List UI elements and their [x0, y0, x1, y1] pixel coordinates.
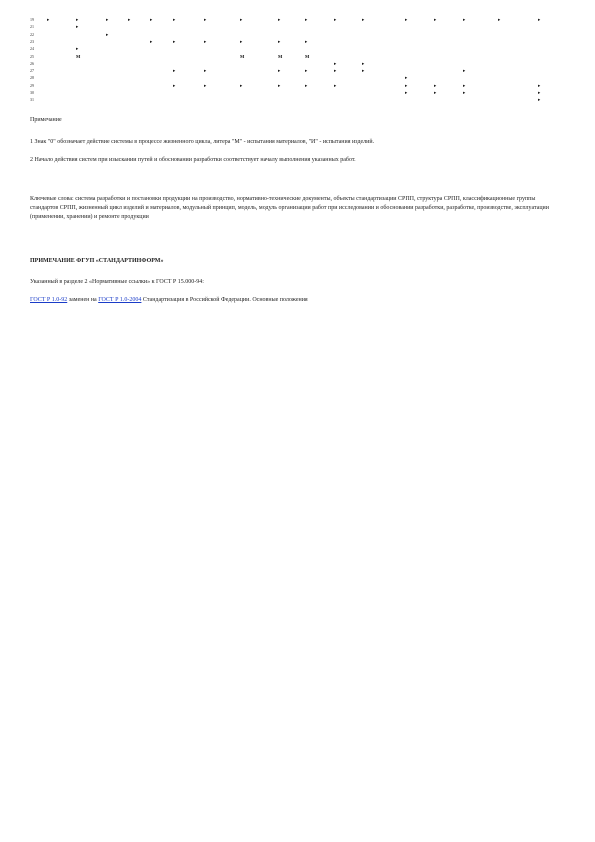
- table-cell-mark: ▸: [434, 90, 437, 95]
- table-cell-mark: ▸: [305, 68, 308, 74]
- table-cell-mark: ▸: [173, 68, 176, 74]
- row-number: 31: [30, 97, 34, 103]
- table-cell-mark: ▸: [278, 68, 281, 74]
- row-number: 27: [30, 68, 34, 74]
- note-1: 1 Знак "0" обозначает действие системы в процессе жизненного цикла, литера "М" - испытания материалов, "И" - испытания изделий.: [30, 139, 375, 145]
- table-row: [30, 17, 550, 23]
- table-cell-mark: ▸: [362, 17, 365, 22]
- table-cell-mark: ▸: [204, 17, 207, 22]
- table-cell-mark: ▸: [76, 46, 79, 52]
- table-row: [30, 24, 550, 30]
- table-cell-mark: ▸: [463, 68, 466, 74]
- table-cell-mark: ▸: [150, 38, 153, 44]
- table-cell-mark: ▸: [405, 82, 408, 88]
- row-number: 28: [30, 75, 34, 81]
- table-row: [30, 46, 550, 52]
- table-cell-mark: ▸: [463, 17, 466, 22]
- table-cell-mark: ▸: [305, 17, 308, 22]
- table-row: [30, 54, 550, 60]
- row-number: 25: [30, 53, 34, 59]
- table-cell-mark: M: [240, 53, 245, 59]
- table-cell-mark: ▸: [405, 17, 408, 22]
- table-cell-mark: ▸: [538, 90, 541, 95]
- table-cell-mark: ▸: [240, 82, 243, 88]
- row-number: 22: [30, 31, 34, 37]
- table-row: [30, 61, 550, 67]
- table-cell-mark: ▸: [305, 82, 308, 88]
- table-cell-mark: M: [305, 53, 310, 59]
- table-row: [30, 90, 550, 96]
- row-number: 29: [30, 82, 34, 88]
- replaced-by-text: заменен на: [67, 297, 99, 303]
- table-cell-mark: ▸: [463, 82, 466, 88]
- table-cell-mark: ▸: [538, 17, 541, 22]
- table-row: [30, 83, 550, 89]
- publisher-note-line: Указанный в разделе 2 «Нормативные ссылки» к ГОСТ Р 15.000-94:: [30, 279, 204, 285]
- table-cell-mark: ▸: [405, 75, 408, 81]
- table-cell-mark: ▸: [334, 68, 337, 74]
- table-cell-mark: ▸: [278, 17, 281, 22]
- table-row: [30, 75, 550, 81]
- table-row: [30, 32, 550, 38]
- table-cell-mark: ▸: [334, 82, 337, 88]
- replacement-title: Стандартизация в Российской Федерации. Основные положения: [141, 297, 308, 303]
- gost-r-1-0-92-link[interactable]: ГОСТ Р 1.0-92: [30, 297, 68, 303]
- replacement-line: [30, 296, 565, 305]
- table-cell-mark: ▸: [173, 38, 176, 44]
- table-cell-mark: ▸: [498, 17, 501, 22]
- table-cell-mark: ▸: [240, 17, 243, 22]
- table-cell-mark: ▸: [173, 17, 176, 22]
- row-number: 23: [30, 38, 34, 44]
- table-cell-mark: ▸: [204, 82, 207, 88]
- table-cell-mark: ▸: [106, 31, 109, 37]
- table-cell-mark: ▸: [538, 82, 541, 88]
- table-cell-mark: M: [76, 53, 81, 59]
- row-number: 21: [30, 24, 34, 30]
- table-cell-mark: ▸: [434, 82, 437, 88]
- table-cell-mark: ▸: [334, 60, 337, 66]
- table-row: [30, 39, 550, 45]
- note-2: 2 Начало действия систем при изыскании путей и обосновании разработки соответствует началу выполнения указанных работ.: [30, 157, 356, 163]
- keywords: Ключевые слова: система разработки и постановки продукции на производство, нормативно-технические документы, объекты стандартизации СРПП, структура СРПП, классификационные группы стандартов СРПП, жизненный цикл изделий и материалов, модульный принцип, модель, модуль организации работ при исследовании и обосновании разработки, разработке, производстве, эксплуатации (применении, хранении) и ремонте продукции: [30, 196, 549, 220]
- table-cell-mark: ▸: [240, 38, 243, 44]
- publisher-note-title: ПРИМЕЧАНИЕ ФГУП «СТАНДАРТИНФОРМ»: [30, 258, 164, 264]
- table-cell-mark: ▸: [405, 90, 408, 95]
- gost-r-1-0-2004-link[interactable]: ГОСТ Р 1.0-2004: [98, 297, 142, 303]
- table-cell-mark: ▸: [362, 60, 365, 66]
- table-cell-mark: ▸: [278, 82, 281, 88]
- row-number: 30: [30, 90, 34, 95]
- table-row: [30, 97, 550, 103]
- row-number: 26: [30, 60, 34, 66]
- table-cell-mark: ▸: [278, 38, 281, 44]
- table-cell-mark: ▸: [76, 24, 79, 30]
- table-cell-mark: ▸: [305, 38, 308, 44]
- table-cell-mark: ▸: [47, 17, 50, 22]
- row-number: 19: [30, 17, 34, 22]
- table-cell-mark: ▸: [106, 17, 109, 22]
- table-cell-mark: ▸: [128, 17, 131, 22]
- table-cell-mark: ▸: [150, 17, 153, 22]
- table-row: [30, 68, 550, 74]
- row-number: 24: [30, 46, 34, 52]
- notes-title: Примечание: [30, 117, 62, 123]
- table-cell-mark: ▸: [76, 17, 79, 22]
- table-cell-mark: ▸: [204, 68, 207, 74]
- table-cell-mark: ▸: [334, 17, 337, 22]
- table-cell-mark: ▸: [362, 68, 365, 74]
- table-cell-mark: ▸: [434, 17, 437, 22]
- table-cell-mark: ▸: [173, 82, 176, 88]
- table-cell-mark: ▸: [463, 90, 466, 95]
- table-cell-mark: ▸: [538, 97, 541, 103]
- table-cell-mark: ▸: [204, 38, 207, 44]
- systems-matrix-table: [30, 17, 550, 109]
- table-cell-mark: M: [278, 53, 283, 59]
